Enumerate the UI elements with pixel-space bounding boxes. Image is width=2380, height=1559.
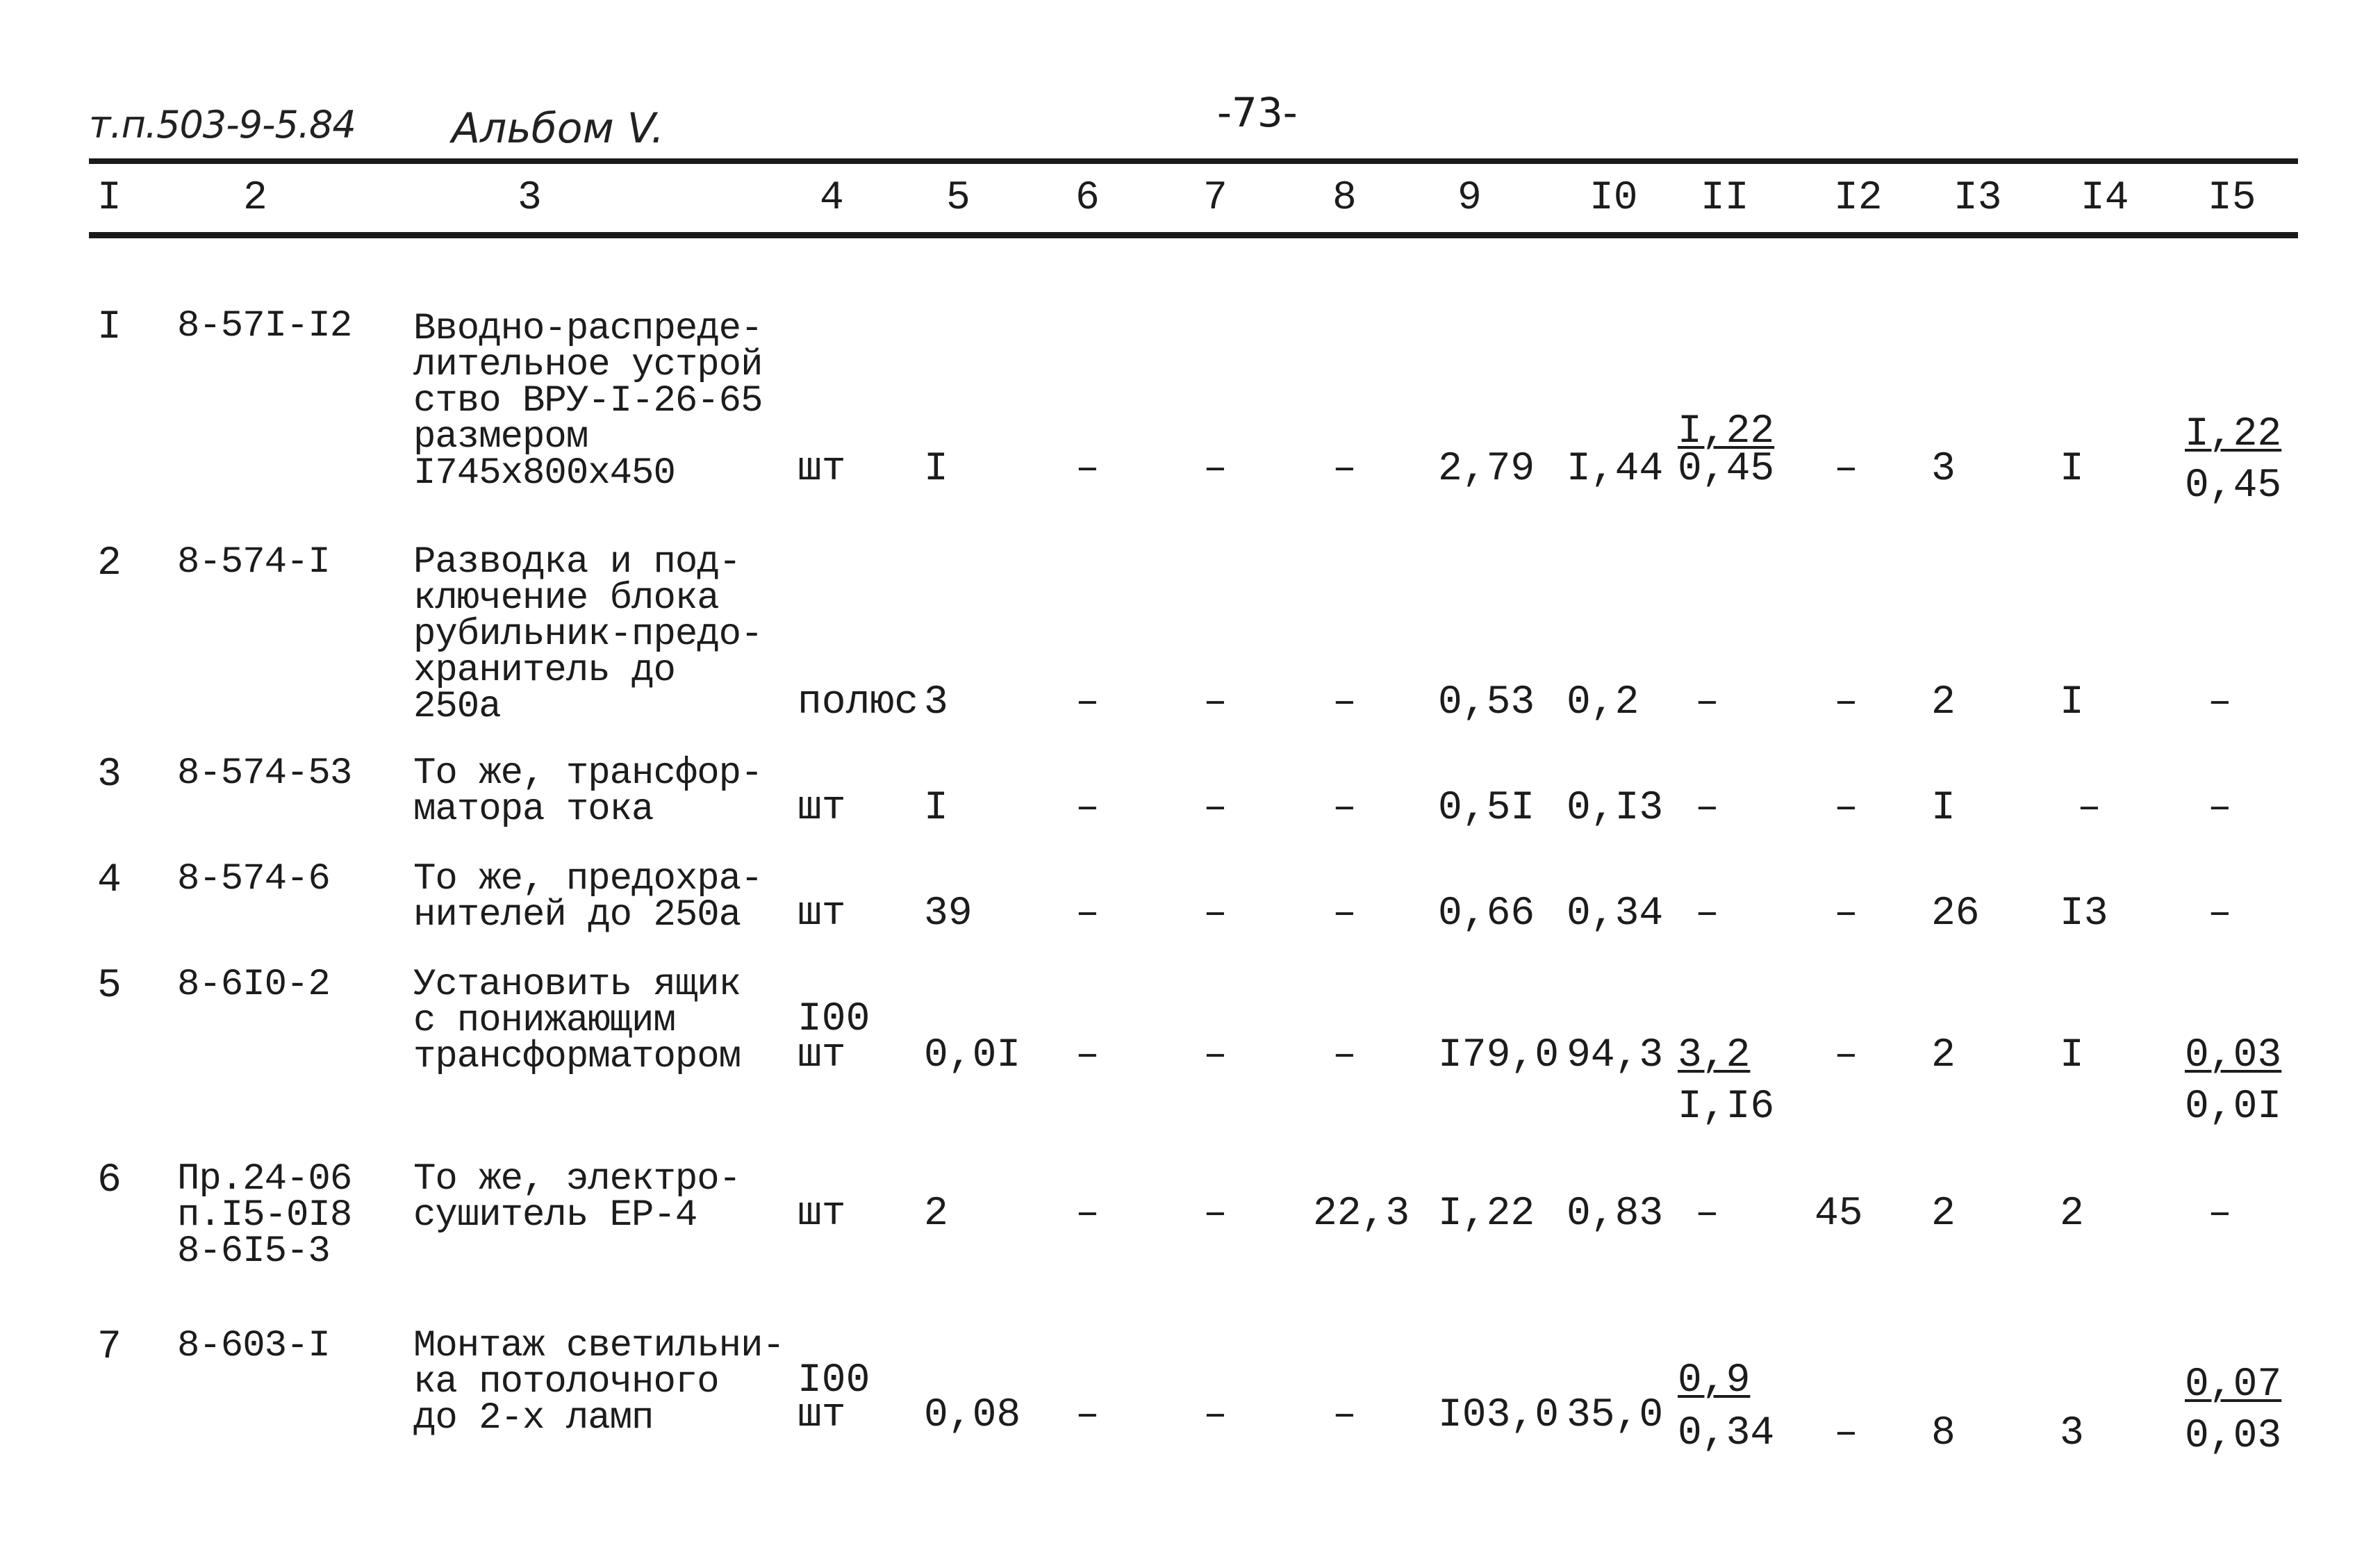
row-code: 8-603-I xyxy=(177,1325,330,1367)
row-col8: – xyxy=(1332,786,1357,831)
row-col11: – xyxy=(1695,786,1719,831)
row-col12: – xyxy=(1834,447,1858,492)
row-description: То же, трансфор- матора тока xyxy=(413,752,763,831)
row-quantity: 0,08 xyxy=(924,1393,1021,1438)
row-col8: – xyxy=(1332,1393,1357,1438)
column-header-10: I0 xyxy=(1589,176,1638,221)
row-number: 3 xyxy=(97,752,122,798)
row-col8: – xyxy=(1332,447,1357,492)
column-header-11: II xyxy=(1701,176,1749,221)
row-col15: – xyxy=(2208,786,2232,831)
row-col7: – xyxy=(1203,1393,1228,1438)
column-header-12: I2 xyxy=(1834,176,1883,221)
row-col7: – xyxy=(1203,1191,1228,1237)
row-col11: – xyxy=(1695,891,1719,937)
row-col8: – xyxy=(1332,891,1357,937)
column-header-4: 4 xyxy=(820,176,844,221)
row-col10: 94,3 xyxy=(1567,1033,1664,1078)
row-col13: I xyxy=(1931,786,1956,831)
row-quantity: 3 xyxy=(924,680,948,725)
row-col7: – xyxy=(1203,680,1228,725)
row-col13: 2 xyxy=(1931,680,1956,725)
row-col9: 0,5I xyxy=(1438,786,1535,831)
row-col13: 2 xyxy=(1931,1033,1956,1078)
header-rule-top xyxy=(89,158,2298,164)
row-code: 8-57I-I2 xyxy=(177,305,352,347)
row-col11: – xyxy=(1695,1191,1719,1237)
row-col12: 45 xyxy=(1815,1191,1863,1237)
row-quantity: I xyxy=(924,786,948,831)
row-col7: – xyxy=(1203,447,1228,492)
row-col15-numerator: 0,07 xyxy=(2185,1362,2282,1408)
row-col11-numerator: I,22 xyxy=(1678,409,1775,454)
row-col8: – xyxy=(1332,680,1357,725)
row-col15-numerator: I,22 xyxy=(2185,412,2282,457)
row-col9: I,22 xyxy=(1438,1191,1535,1237)
album-label: Альбом V. xyxy=(452,104,665,153)
row-col11-denominator: 0,45 xyxy=(1678,447,1775,492)
row-description: Вводно-распреде- лительное устрой ство ВРУ-I-26-65 размером I745x800x450 xyxy=(413,308,763,495)
row-col10: 35,0 xyxy=(1567,1393,1664,1438)
row-unit-numerator: I00 xyxy=(798,1358,870,1403)
row-col7: – xyxy=(1203,891,1228,937)
row-col7: – xyxy=(1203,1033,1228,1078)
row-col11-numerator: 0,9 xyxy=(1678,1358,1751,1403)
row-col6: – xyxy=(1075,1393,1100,1438)
row-col14: I xyxy=(2060,1033,2084,1078)
row-col15-numerator: 0,03 xyxy=(2185,1033,2282,1078)
row-col11-numerator: 3,2 xyxy=(1678,1033,1751,1078)
row-unit-denominator: шт xyxy=(798,1393,846,1438)
column-header-6: 6 xyxy=(1075,176,1100,221)
row-col6: – xyxy=(1075,891,1100,937)
row-quantity: 39 xyxy=(924,891,973,937)
row-col15: – xyxy=(2208,1191,2232,1237)
row-col8: – xyxy=(1332,1033,1357,1078)
row-col14: 2 xyxy=(2060,1191,2084,1237)
column-header-7: 7 xyxy=(1203,176,1228,221)
row-col12: – xyxy=(1834,891,1858,937)
row-col10: 0,I3 xyxy=(1567,786,1664,831)
header-rule-bottom xyxy=(89,232,2298,238)
column-header-13: I3 xyxy=(1953,176,2002,221)
row-col12: – xyxy=(1834,680,1858,725)
row-code: 8-574-6 xyxy=(177,858,330,900)
row-unit: шт xyxy=(798,447,846,492)
row-col10: 0,2 xyxy=(1567,680,1639,725)
row-col14: I xyxy=(2060,447,2084,492)
row-number: 4 xyxy=(97,858,122,903)
row-col9: 0,66 xyxy=(1438,891,1535,937)
row-col14: 3 xyxy=(2060,1411,2084,1456)
row-col6: – xyxy=(1075,680,1100,725)
page-number: -73- xyxy=(1217,89,1298,136)
column-header-9: 9 xyxy=(1457,176,1482,221)
row-col14: – xyxy=(2077,786,2101,831)
row-unit: полюс xyxy=(798,680,919,725)
row-col12: – xyxy=(1834,1033,1858,1078)
row-col15-denominator: 0,45 xyxy=(2185,463,2282,509)
row-col9: I03,0 xyxy=(1438,1393,1560,1438)
row-col15: – xyxy=(2208,891,2232,937)
row-col10: 0,83 xyxy=(1567,1191,1664,1237)
row-number: 5 xyxy=(97,964,122,1009)
row-col15-denominator: 0,0I xyxy=(2185,1084,2282,1130)
row-quantity: 2 xyxy=(924,1191,948,1237)
row-unit: шт xyxy=(798,891,846,937)
row-col9: 2,79 xyxy=(1438,447,1535,492)
column-header-3: 3 xyxy=(518,176,542,221)
row-description: То же, электро- сушитель ЕР-4 xyxy=(413,1158,741,1237)
column-header-5: 5 xyxy=(946,176,970,221)
row-col15-denominator: 0,03 xyxy=(2185,1414,2282,1459)
row-col6: – xyxy=(1075,1191,1100,1237)
row-col15: – xyxy=(2208,680,2232,725)
row-col11: – xyxy=(1695,680,1719,725)
row-unit: шт xyxy=(798,1191,846,1237)
row-description: Монтаж светильни- ка потолочного до 2-х ламп xyxy=(413,1325,784,1440)
row-col10: 0,34 xyxy=(1567,891,1664,937)
row-col6: – xyxy=(1075,1033,1100,1078)
row-col14: I3 xyxy=(2060,891,2108,937)
row-col13: 3 xyxy=(1931,447,1956,492)
row-number: I xyxy=(97,305,122,350)
row-col13: 26 xyxy=(1931,891,1980,937)
row-col10: I,44 xyxy=(1567,447,1664,492)
row-description: То же, предохра- нителей до 250а xyxy=(413,858,763,937)
row-col13: 2 xyxy=(1931,1191,1956,1237)
row-unit: шт xyxy=(798,786,846,831)
row-col11-denominator: I,I6 xyxy=(1678,1084,1775,1130)
row-description: Установить ящик с понижающим трансформатором xyxy=(413,964,741,1078)
row-unit-numerator: I00 xyxy=(798,997,870,1042)
row-col13: 8 xyxy=(1931,1411,1956,1456)
row-col12: – xyxy=(1834,786,1858,831)
row-quantity: I xyxy=(924,447,948,492)
row-number: 2 xyxy=(97,541,122,586)
column-header-15: I5 xyxy=(2208,176,2256,221)
document-code: т.п.503-9-5.84 xyxy=(89,103,356,147)
row-code: 8-574-I xyxy=(177,541,330,584)
row-col6: – xyxy=(1075,447,1100,492)
row-col9: 0,53 xyxy=(1438,680,1535,725)
column-header-2: 2 xyxy=(243,176,267,221)
column-header-14: I4 xyxy=(2081,176,2129,221)
row-col11-denominator: 0,34 xyxy=(1678,1411,1775,1456)
row-code: 8-574-53 xyxy=(177,752,352,795)
row-description: Разводка и под- ключение блока рубильник-предо- хранитель до 250а xyxy=(413,541,763,728)
row-col14: I xyxy=(2060,680,2084,725)
row-code: Пр.24-06 п.I5-0I8 8-6I5-3 xyxy=(177,1158,352,1273)
row-col7: – xyxy=(1203,786,1228,831)
row-code: 8-6I0-2 xyxy=(177,964,330,1006)
row-col8: 22,3 xyxy=(1313,1191,1410,1237)
row-number: 7 xyxy=(97,1325,122,1370)
column-header-8: 8 xyxy=(1332,176,1357,221)
row-col6: – xyxy=(1075,786,1100,831)
row-col12: – xyxy=(1834,1411,1858,1456)
row-quantity: 0,0I xyxy=(924,1033,1021,1078)
row-number: 6 xyxy=(97,1158,122,1203)
row-col9: I79,0 xyxy=(1438,1033,1560,1078)
column-header-1: I xyxy=(97,176,122,221)
row-unit-denominator: шт xyxy=(798,1033,846,1078)
